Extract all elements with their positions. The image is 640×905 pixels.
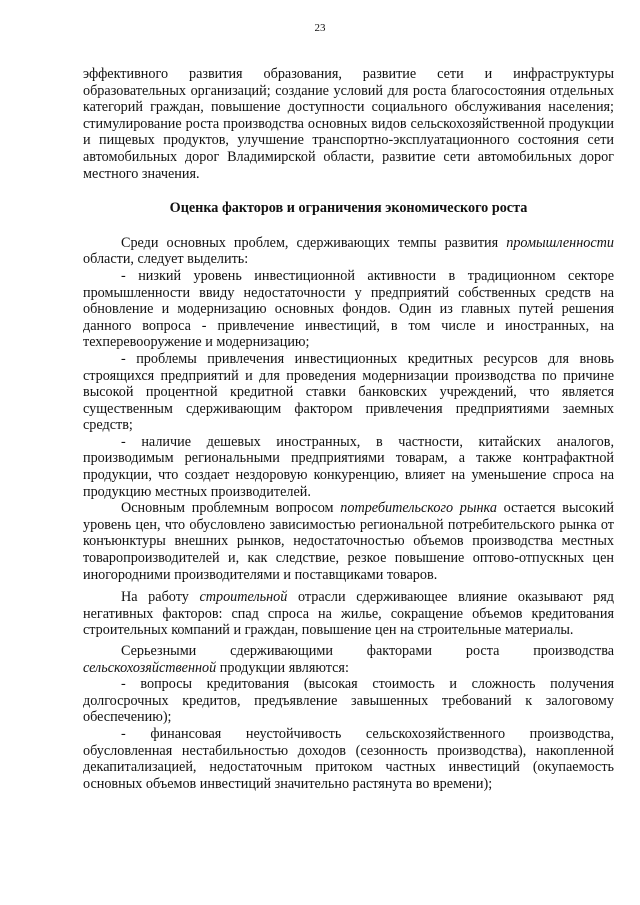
bullet-cheap-imports: - наличие дешевых иностранных, в частности, китайских аналогов, производимым региональными предприятиями товарам, а также контрафактной продукции, что создает нездоровую конкуренцию, влияет на уменьшение спроса на продукцию местных производителей. [83, 433, 614, 500]
industry-emphasis: промышленности [506, 234, 614, 251]
agriculture-paragraph [83, 643, 614, 676]
agriculture-emphasis: сельскохозяйственной [83, 659, 217, 676]
page-number: 23 [314, 22, 326, 34]
industry-paragraph [83, 235, 614, 268]
bullet-financial-instability: - финансовая неустойчивость сельскохозяйственного производства, обусловленная нестабильностью доходов (сезонность производства), накопленной декапитализацией, недостаточным притоком частных инвестиций (окупаемость основных объемов инвестиций значительно растянута во времени); [83, 725, 614, 792]
intro-paragraph: эффективного развития образования, развитие сети и инфраструктуры образовательных организаций; создание условий для роста благосостояния отдельных категорий граждан, повышение доступности социального обслуживания населения; стимулирование роста производства основных видов сельскохозяйственной продукции и пищевых продуктов, улучшение транспортно-эксплуатационного состояния сети автомобильных дорог Владимирской области, развитие сети автомобильных дорог местного значения. [83, 66, 614, 182]
industry-text-after: области, следует выделить: [83, 251, 249, 268]
industry-text-before: Среди основных проблем, сдерживающих темпы развития [121, 234, 507, 251]
consumer-market-paragraph [83, 500, 614, 583]
bullet-credit-resources: - проблемы привлечения инвестиционных кредитных ресурсов для вновь строящихся предприятий и для проведения модернизации производства по причине высокой процентной кредитной ставки банковских учреждений, что является существенным сдерживающим фактором привлечения предприятиями заемных средств; [83, 350, 614, 434]
consumer-emphasis: потребительского рынка [340, 500, 497, 517]
document-body [83, 66, 614, 792]
agriculture-text-after: продукции являются: [216, 659, 349, 676]
construction-text-before: На работу [121, 589, 200, 606]
construction-emphasis: строительной [199, 589, 288, 606]
section-heading: Оценка факторов и ограничения экономического роста [169, 200, 528, 217]
consumer-text-after: остается высокий уровень цен, что обусловлено зависимостью региональной потребительского рынка от конъюнктуры внешних рынков, недостаточностью объемов производства местных товаропроизводителей и, как следствие, резкое повышение оптово-отпускных цен иногородними производителями и поставщиками товаров. [83, 500, 615, 583]
construction-paragraph [83, 589, 614, 639]
agriculture-text-before: Серьезными сдерживающими факторами роста производства [121, 643, 614, 659]
consumer-text-before: Основным проблемным вопросом [121, 500, 341, 517]
bullet-crediting-issues: - вопросы кредитования (высокая стоимость и сложность получения долгосрочных кредитов, предъявление завышенных требований к залоговому обеспечению); [83, 676, 614, 726]
construction-text-after: отрасли сдерживающее влияние оказывают ряд негативных факторов: спад спроса на жилье, сокращение объемов кредитования строительных компаний и граждан, повышение цен на строительные материалы. [83, 589, 614, 639]
bullet-investment-activity: - низкий уровень инвестиционной активности в традиционном секторе промышленности ввиду недостаточности у предприятий собственных средств на обновление и модернизацию основных фондов. Один из главных путей решения данного вопроса - привлечение инвестиций, в том числе и иностранных, на техперевооружение и модернизацию; [83, 267, 614, 351]
